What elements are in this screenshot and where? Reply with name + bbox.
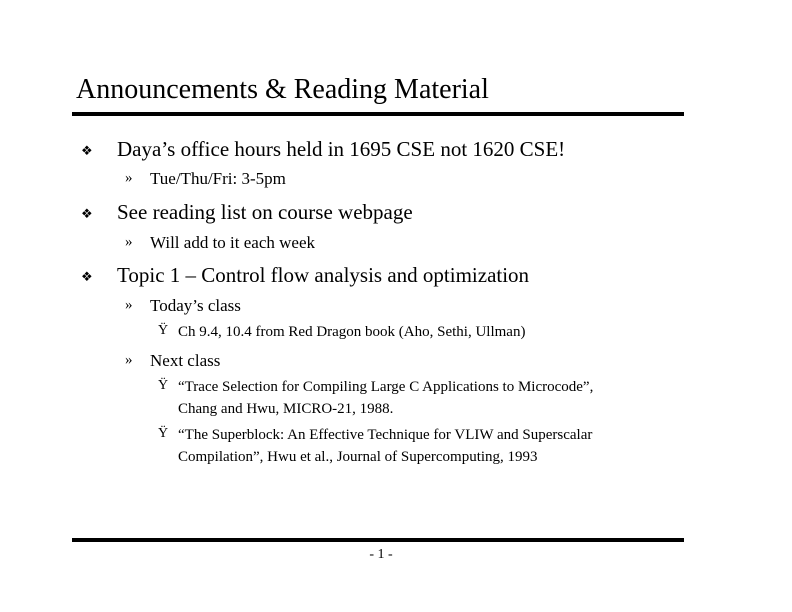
reference-line: Compilation”, Hwu et al., Journal of Supercomputing, 1993 — [178, 449, 538, 465]
bullet-text: Daya’s office hours held in 1695 CSE not 1620 CSE! — [117, 137, 566, 161]
bullet-text: See reading list on course webpage — [117, 200, 413, 224]
reference-line: “Trace Selection for Compiling Large C Applications to Microcode”, — [178, 379, 594, 395]
reference-line: “The Superblock: An Effective Technique for VLIW and Superscalar — [178, 427, 593, 443]
reference-line: Chang and Hwu, MICRO-21, 1988. — [178, 401, 394, 417]
title-divider — [72, 112, 684, 116]
subbullet-text: Today’s class — [150, 296, 241, 315]
slide-title: Announcements & Reading Material — [76, 74, 489, 105]
bullet-marker-icon: ❖ — [81, 269, 93, 284]
subbullet-text: Will add to it each week — [150, 233, 316, 252]
bullet-marker-icon: ❖ — [81, 206, 93, 221]
subsubbullet-marker-icon: Ÿ — [158, 426, 169, 441]
footer-divider — [72, 538, 684, 542]
subsubbullet-marker-icon: Ÿ — [158, 323, 169, 338]
subbullet-marker-icon: » — [125, 234, 133, 250]
subbullet-text: Tue/Thu/Fri: 3-5pm — [150, 169, 286, 188]
subbullet-marker-icon: » — [125, 297, 133, 313]
bullet-text: Topic 1 – Control flow analysis and optimization — [117, 263, 530, 287]
reference-line: Ch 9.4, 10.4 from Red Dragon book (Aho, Sethi, Ullman) — [178, 324, 526, 340]
subbullet-marker-icon: » — [125, 170, 133, 186]
subbullet-text: Next class — [150, 351, 221, 370]
bullet-marker-icon: ❖ — [81, 143, 93, 158]
subbullet-marker-icon: » — [125, 352, 133, 368]
subsubbullet-marker-icon: Ÿ — [158, 378, 169, 393]
page-number: - 1 - — [369, 547, 393, 562]
